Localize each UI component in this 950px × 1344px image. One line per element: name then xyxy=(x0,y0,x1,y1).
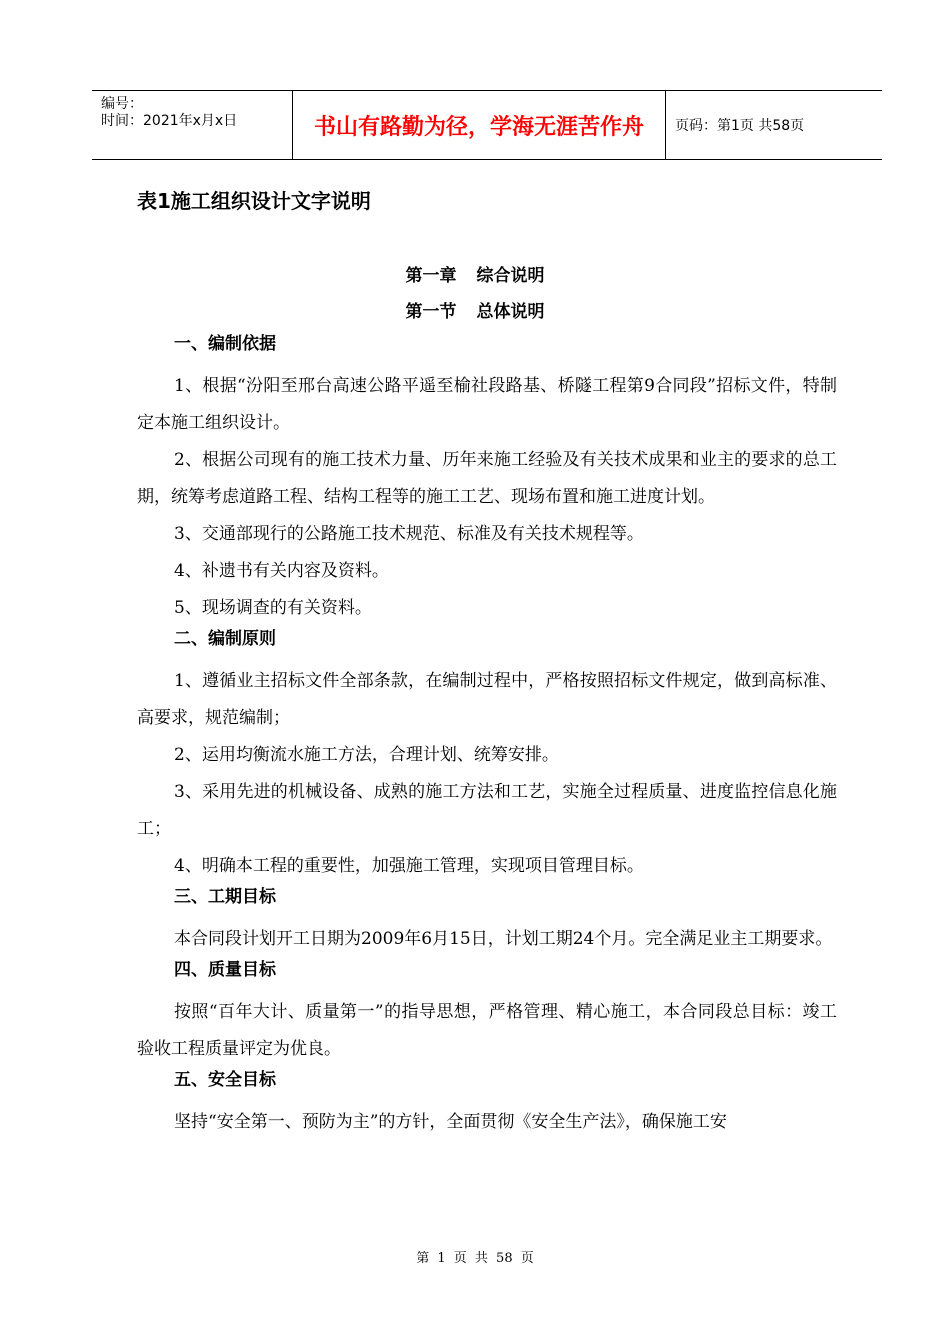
header-meta-cell xyxy=(92,91,293,159)
section-heading xyxy=(0,297,950,322)
time-label: 时间：2021年x月x日 xyxy=(101,113,238,129)
chapter-number: 第一章 xyxy=(405,266,457,286)
chapter-name: 综合说明 xyxy=(476,266,545,286)
heading-basis: 一、编制依据 xyxy=(174,334,276,354)
paragraph: 2、根据公司现有的施工技术力量、历年来施工经验及有关技术成果和业主的要求的总工期，统筹考虑道路工程、结构工程等的施工工艺、现场布置和施工进度计划。 xyxy=(137,450,837,507)
paragraph: 4、补遗书有关内容及资料。 xyxy=(174,561,389,581)
paragraph: 坚持“安全第一、预防为主”的方针，全面贯彻《安全生产法》，确保施工安 xyxy=(174,1112,727,1132)
chapter-heading xyxy=(0,261,950,286)
paragraph: 1、根据“汾阳至邢台高速公路平遥至榆社段路基、桥隧工程第9合同段”招标文件，特制定本施工组织设计。 xyxy=(137,376,837,433)
paragraph: 1、遵循业主招标文件全部条款，在编制过程中，严格按照招标文件规定，做到高标准、高要求，规范编制； xyxy=(137,671,837,728)
header-table xyxy=(92,90,882,160)
heading-safety-target: 五、安全目标 xyxy=(174,1070,276,1090)
paragraph: 4、明确本工程的重要性，加强施工管理，实现项目管理目标。 xyxy=(174,856,644,876)
header-motto: 书山有路勤为径，学海无涯苦作舟 xyxy=(293,91,666,159)
paragraph: 3、采用先进的机械设备、成熟的施工方法和工艺，实施全过程质量、进度监控信息化施工； xyxy=(137,782,837,839)
paragraph: 2、运用均衡流水施工方法，合理计划、统筹安排。 xyxy=(174,745,559,765)
number-label: 编号： xyxy=(101,96,143,112)
section-number: 第一节 xyxy=(405,302,457,322)
document-title: 表1施工组织设计文字说明 xyxy=(137,189,371,213)
paragraph: 按照“百年大计、质量第一”的指导思想，严格管理、精心施工，本合同段总目标：竣工验收工程质量评定为优良。 xyxy=(137,1002,837,1059)
document-body xyxy=(137,332,837,1141)
heading-principles: 二、编制原则 xyxy=(174,629,276,649)
page-footer: 第 1 页 共 58 页 xyxy=(416,1251,534,1266)
paragraph: 本合同段计划开工日期为2009年6月15日，计划工期24个月。完全满足业主工期要求。 xyxy=(174,929,833,949)
heading-quality-target: 四、质量目标 xyxy=(174,960,276,980)
section-name: 总体说明 xyxy=(476,302,545,322)
header-page-info: 页码：第1页 共58页 xyxy=(675,118,805,134)
heading-schedule-target: 三、工期目标 xyxy=(174,887,276,907)
paragraph: 3、交通部现行的公路施工技术规范、标准及有关技术规程等。 xyxy=(174,524,644,544)
paragraph: 5、现场调查的有关资料。 xyxy=(174,598,372,618)
